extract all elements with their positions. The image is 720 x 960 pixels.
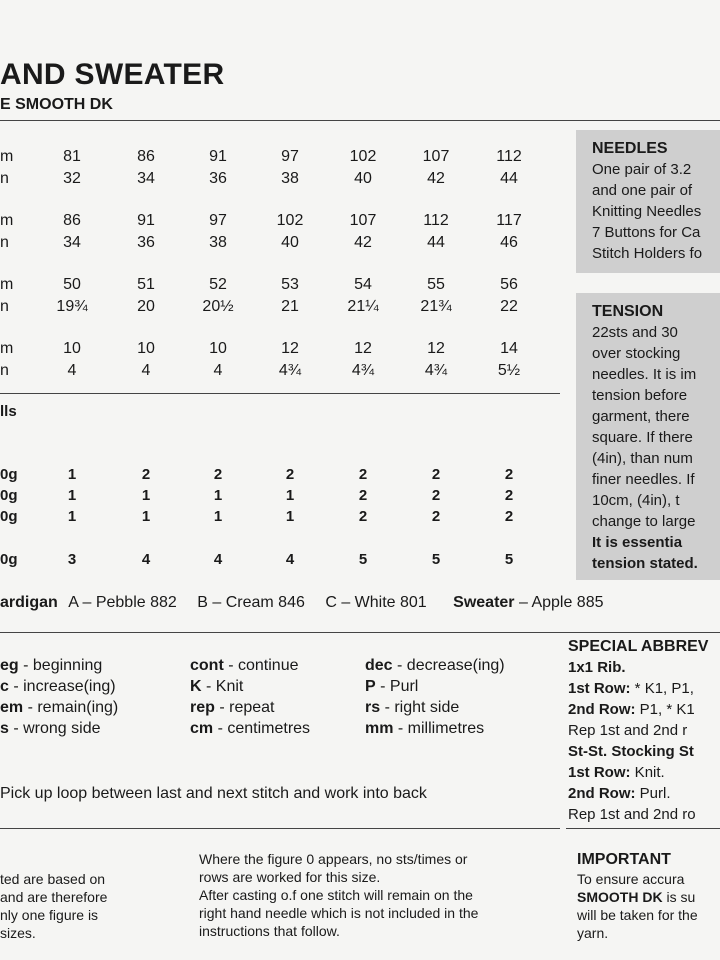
abbrev-rule [0, 828, 560, 829]
size-cell: 36 [209, 170, 227, 187]
size-cell: 55 [427, 276, 445, 293]
size-cell: 54 [354, 276, 372, 293]
balls-cell: 1 [285, 487, 295, 504]
size-cell: 4 [141, 362, 151, 379]
needles-box [576, 130, 720, 273]
note-line: sizes. [0, 925, 36, 941]
balls-cell: 1 [213, 487, 223, 504]
balls-cell: 2 [141, 466, 151, 483]
size-cell: 34 [63, 234, 81, 251]
balls-cell: 1 [67, 508, 77, 525]
size-cell: 36 [137, 234, 155, 251]
size-cell: 97 [209, 212, 227, 229]
size-cell: 52 [209, 276, 227, 293]
colour-b: B – Cream 846 [197, 594, 305, 611]
size-cell: 10 [209, 340, 227, 357]
size-cell: 91 [137, 212, 155, 229]
note-line: instructions that follow. [199, 923, 340, 939]
size-unit: m [0, 148, 14, 165]
balls-cell: 2 [504, 508, 514, 525]
size-cell: 12 [281, 340, 299, 357]
abbrev-def: - continue [223, 657, 299, 674]
size-cell: 4¾ [278, 362, 302, 379]
size-cell: 21¾ [420, 298, 452, 315]
tension-box [576, 293, 720, 580]
balls-row [0, 466, 560, 486]
size-cell: 107 [349, 212, 377, 229]
tension-line: over stocking [592, 345, 681, 362]
size-cell: 21¼ [347, 298, 379, 315]
st-row-2: 2nd Row: Purl. [568, 785, 671, 802]
size-unit: m [0, 276, 14, 293]
tension-bold-line: It is essentia [592, 534, 683, 551]
note-line: right hand needle which is not included in the [199, 905, 479, 921]
tension-heading: TENSION [592, 303, 664, 320]
tension-line: square. If there [592, 429, 693, 446]
colours-line [0, 594, 604, 612]
size-row [0, 212, 560, 232]
note-line: yarn. [577, 925, 609, 941]
size-cell: 34 [137, 170, 155, 187]
size-unit: n [0, 362, 9, 379]
cardigan-label: ardigan [0, 594, 58, 611]
size-cell: 112 [496, 148, 522, 165]
size-cell: 4 [67, 362, 77, 379]
abbrev-col-3 [365, 657, 505, 741]
needles-line: Stitch Holders fo [592, 245, 703, 262]
size-cell: 51 [137, 276, 155, 293]
size-cell: 97 [281, 148, 299, 165]
size-row [0, 234, 560, 254]
size-cell: 21 [281, 298, 299, 315]
size-cell: 86 [137, 148, 155, 165]
size-cell: 10 [63, 340, 81, 357]
size-cell: 44 [427, 234, 445, 251]
abbrev-def: - Knit [201, 678, 244, 695]
size-cell: 56 [500, 276, 518, 293]
tension-line: (4in), than num [592, 450, 693, 467]
size-cell: 19¾ [56, 298, 88, 315]
tension-bold-line: tension stated. [592, 555, 698, 572]
size-cell: 12 [427, 340, 445, 357]
balls-cell: 1 [67, 466, 77, 483]
note-line: To ensure accura [577, 871, 685, 887]
balls-cell: 5 [504, 551, 514, 568]
balls-unit: 0g [0, 466, 18, 483]
balls-cell: 5 [431, 551, 441, 568]
tension-line: needles. It is im [592, 366, 697, 383]
abbrev-term: cont [190, 657, 224, 674]
abbrev-term: rep [190, 699, 215, 716]
abbrev-term: cm [190, 720, 214, 737]
balls-label: lls [0, 403, 17, 420]
size-unit: m [0, 212, 14, 229]
abbrev-term: rs [365, 699, 381, 716]
abbrev-def: - increase(ing) [8, 678, 116, 695]
abbrev-term: c [0, 678, 9, 695]
balls-cell: 4 [141, 551, 151, 568]
note-line: SMOOTH DK is su [577, 889, 696, 905]
note-line: rows are worked for this size. [199, 869, 381, 885]
abbrev-term: dec [365, 657, 393, 674]
abbrev-def: - remain(ing) [23, 699, 119, 716]
balls-unit: 0g [0, 487, 18, 504]
size-cell: 5½ [497, 362, 521, 379]
abbrev-term: K [190, 678, 202, 695]
balls-cell: 4 [213, 551, 223, 568]
size-cell: 81 [63, 148, 81, 165]
size-unit: n [0, 170, 9, 187]
abbrev-term: P [365, 678, 376, 695]
note-line: After casting o.f one stitch will remain on the [199, 887, 473, 903]
size-cell: 20 [137, 298, 155, 315]
abbrev-def: - centimetres [213, 720, 311, 737]
size-cell: 40 [354, 170, 372, 187]
special-heading: SPECIAL ABBREV [568, 638, 709, 655]
rib-row-2: 2nd Row: P1, * K1 [568, 701, 695, 718]
bottom-left-note [0, 870, 107, 942]
size-cell: 4¾ [424, 362, 448, 379]
size-cell: 42 [427, 170, 445, 187]
balls-row [0, 487, 560, 507]
balls-cell: 2 [213, 466, 223, 483]
pickup-note: Pick up loop between last and next stitch and work into back [0, 785, 427, 802]
abbrev-term: mm [365, 720, 394, 737]
balls-row [0, 508, 560, 528]
balls-cell: 1 [285, 508, 295, 525]
tension-line: 22sts and 30 [592, 324, 678, 341]
page-title: AND SWEATER [0, 58, 225, 91]
size-cell: 117 [496, 212, 522, 229]
tension-line: garment, there [592, 408, 690, 425]
balls-cell: 2 [504, 487, 514, 504]
st-repeat: Rep 1st and 2nd ro [568, 806, 696, 823]
tension-line: 10cm, (4in), t [592, 492, 680, 509]
size-cell: 12 [354, 340, 372, 357]
abbrev-def: - beginning [18, 657, 103, 674]
needles-heading: NEEDLES [592, 140, 668, 157]
tension-line: tension before [592, 387, 688, 404]
size-table-rule [0, 393, 560, 394]
balls-cell: 4 [285, 551, 295, 568]
balls-cell: 2 [358, 466, 368, 483]
size-cell: 42 [354, 234, 372, 251]
balls-cell: 2 [358, 487, 368, 504]
balls-cell: 1 [213, 508, 223, 525]
size-cell: 91 [209, 148, 227, 165]
size-cell: 4 [213, 362, 223, 379]
size-cell: 38 [281, 170, 299, 187]
size-cell: 50 [63, 276, 81, 293]
size-cell: 112 [423, 212, 449, 229]
size-unit: n [0, 298, 9, 315]
note-line: ted are based on [0, 871, 106, 887]
bottom-middle-note [199, 850, 478, 940]
needles-line: and one pair of [592, 182, 693, 199]
size-cell: 53 [281, 276, 299, 293]
abbrev-col-1 [0, 657, 118, 741]
size-cell: 107 [422, 148, 450, 165]
note-line: nly one figure is [0, 907, 99, 923]
special-abbreviations [568, 636, 708, 825]
colour-a: A – Pebble 882 [68, 594, 177, 611]
size-cell: 32 [63, 170, 81, 187]
size-cell: 38 [209, 234, 227, 251]
note-line: and are therefore [0, 889, 108, 905]
abbrev-term: eg [0, 657, 19, 674]
size-row [0, 362, 560, 382]
balls-cell: 1 [141, 508, 151, 525]
abbrev-def: - repeat [214, 699, 275, 716]
size-unit: n [0, 234, 9, 251]
size-unit: m [0, 340, 14, 357]
needles-line: One pair of 3.2 [592, 161, 692, 178]
size-cell: 14 [500, 340, 518, 357]
abbrev-term: s [0, 720, 9, 737]
abbrev-col-2 [190, 657, 310, 741]
needles-line: Knitting Needles [592, 203, 702, 220]
st-row-1: 1st Row: Knit. [568, 764, 665, 781]
size-cell: 10 [137, 340, 155, 357]
abbrev-def: - wrong side [8, 720, 101, 737]
balls-cell: 1 [67, 487, 77, 504]
size-cell: 86 [63, 212, 81, 229]
size-cell: 102 [276, 212, 304, 229]
note-line: will be taken for the [577, 907, 698, 923]
size-cell: 102 [349, 148, 377, 165]
abbrev-term: em [0, 699, 24, 716]
colour-c: C – White 801 [325, 594, 427, 611]
note-line: Where the figure 0 appears, no sts/times or [199, 851, 468, 867]
balls-unit: 0g [0, 551, 18, 568]
size-cell: 20½ [202, 298, 234, 315]
abbrev-def: - right side [380, 699, 460, 716]
balls-cell: 2 [285, 466, 295, 483]
balls-cell: 2 [504, 466, 514, 483]
colours-rule [0, 632, 720, 633]
needles-line: 7 Buttons for Ca [592, 224, 701, 241]
balls-cell: 2 [358, 508, 368, 525]
important-heading: IMPORTANT [577, 851, 671, 868]
size-cell: 44 [500, 170, 518, 187]
rib-repeat: Rep 1st and 2nd r [568, 722, 688, 739]
size-row [0, 340, 560, 360]
size-row [0, 276, 560, 296]
balls-cell: 3 [67, 551, 77, 568]
size-cell: 22 [500, 298, 518, 315]
sweater-label: Sweater [453, 594, 515, 611]
abbrev-def: - decrease(ing) [392, 657, 505, 674]
balls-unit: 0g [0, 508, 18, 525]
size-row [0, 170, 560, 190]
balls-cell: 2 [431, 508, 441, 525]
balls-cell: 2 [431, 487, 441, 504]
balls-cell: 1 [141, 487, 151, 504]
tension-line: change to large [592, 513, 696, 530]
header-rule [0, 120, 720, 121]
sweater-colour: – Apple 885 [514, 594, 604, 611]
abbrev-def: - Purl [375, 678, 419, 695]
size-cell: 40 [281, 234, 299, 251]
stocking-heading: St-St. Stocking St [568, 743, 694, 760]
tension-line: finer needles. If [592, 471, 695, 488]
rib-heading: 1x1 Rib. [568, 659, 626, 676]
balls-cell: 2 [431, 466, 441, 483]
page-subtitle: E SMOOTH DK [0, 96, 113, 113]
size-row [0, 148, 560, 168]
important-note [577, 850, 698, 942]
size-row [0, 298, 560, 318]
abbrev-def: - millimetres [393, 720, 485, 737]
balls-row [0, 551, 560, 571]
balls-cell: 5 [358, 551, 368, 568]
size-cell: 46 [500, 234, 518, 251]
rib-row-1: 1st Row: * K1, P1, [568, 680, 694, 697]
special-rule [566, 828, 720, 829]
size-cell: 4¾ [351, 362, 375, 379]
